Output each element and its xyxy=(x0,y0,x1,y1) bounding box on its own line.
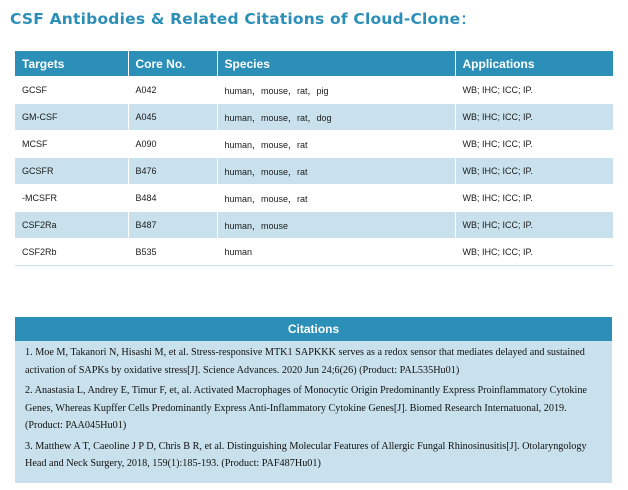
cell-applications: WB; IHC; ICC; IP. xyxy=(455,185,613,212)
cell-species: human，mouse，rat，dog xyxy=(217,104,455,131)
table-row xyxy=(15,158,613,185)
table-row xyxy=(15,212,613,239)
citations-heading: Citations xyxy=(15,317,612,341)
cell-core: A090 xyxy=(128,131,217,158)
table-row xyxy=(15,77,613,104)
header-targets: Targets xyxy=(15,51,128,77)
cell-species: human xyxy=(217,239,455,266)
header-applications: Applications xyxy=(455,51,613,77)
cell-applications: WB; IHC; ICC; IP. xyxy=(455,77,613,104)
cell-target: GCSFR xyxy=(15,158,128,185)
cell-species: human，mouse，rat，pig xyxy=(217,77,455,104)
table-row xyxy=(15,239,613,266)
cell-core: A042 xyxy=(128,77,217,104)
citation-item: 2. Anastasia L, Andrey E, Timur F, et, al. Activated Macrophages of Monocytic Origin Predominantly Express Proinflammatory Cytokine Genes, Whereas Kupffer Cells Predominantly Express Anti-Inflammatory Cytokine Genes[J]. Biomed Research Internatuonal, 2019. (Product: PAA045Hu01) xyxy=(25,385,587,431)
citation-item: 3. Matthew A T, Caeoline J P D, Chris B R, et al. Distinguishing Molecular Features of Allergic Fungal Rhinosinusitis[J]. Otolaryngology Head and Neck Surgery, 2018, 159(1):185-193. (Product: PAF487Hu01) xyxy=(25,440,587,469)
cell-target: GM-CSF xyxy=(15,104,128,131)
cell-species: human，mouse，rat xyxy=(217,158,455,185)
cell-target: CSF2Rb xyxy=(15,239,128,266)
table-row xyxy=(15,131,613,158)
table-row xyxy=(15,185,613,212)
cell-core: B484 xyxy=(128,185,217,212)
citations-panel xyxy=(15,317,612,483)
page-title: CSF Antibodies & Related Citations of Cloud-Clone： xyxy=(10,10,477,28)
header-core-no: Core No. xyxy=(128,51,217,77)
citations-list xyxy=(25,344,605,476)
cell-applications: WB; IHC; ICC; IP. xyxy=(455,212,613,239)
cell-species: human，mouse，rat xyxy=(217,131,455,158)
cell-target: MCSF xyxy=(15,131,128,158)
cell-applications: WB; IHC; ICC; IP. xyxy=(455,104,613,131)
cell-target: CSF2Ra xyxy=(15,212,128,239)
header-species: Species xyxy=(217,51,455,77)
citation-item: 1. Moe M, Takanori N, Hisashi M, et al. Stress-responsive MTK1 SAPKKK serves as a redox sensor that mediates delayed and sustained activation of SAPKs by oxidative stress[J]. Science Advances. 2020 Jun 24;6(26) (Product: PAL535Hu01) xyxy=(25,347,585,376)
cell-species: human，mouse，rat xyxy=(217,185,455,212)
cell-target: -MCSFR xyxy=(15,185,128,212)
cell-core: A045 xyxy=(128,104,217,131)
cell-applications: WB; IHC; ICC; IP. xyxy=(455,158,613,185)
cell-core: B476 xyxy=(128,158,217,185)
cell-species: human，mouse xyxy=(217,212,455,239)
cell-applications: WB; IHC; ICC; IP. xyxy=(455,239,613,266)
cell-core: B487 xyxy=(128,212,217,239)
cell-applications: WB; IHC; ICC; IP. xyxy=(455,131,613,158)
table-header-row xyxy=(15,51,613,77)
antibody-table xyxy=(15,51,613,266)
cell-target: GCSF xyxy=(15,77,128,104)
table-row xyxy=(15,104,613,131)
cell-core: B535 xyxy=(128,239,217,266)
